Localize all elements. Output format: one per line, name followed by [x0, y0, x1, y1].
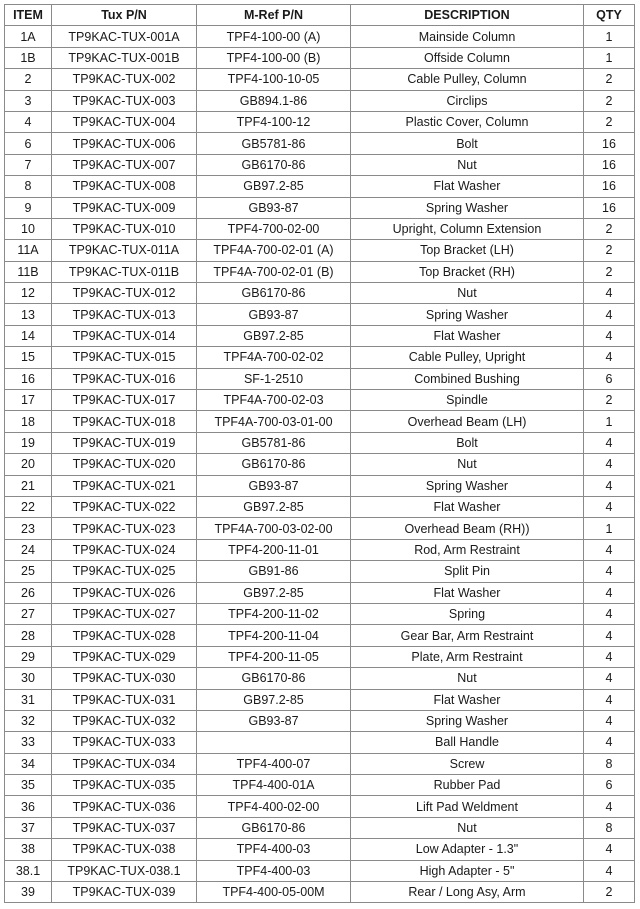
cell-qty: 16: [584, 133, 635, 154]
cell-mref-pn: TPF4A-700-02-02: [197, 347, 351, 368]
cell-mref-pn: GB97.2-85: [197, 496, 351, 517]
cell-tux-pn: TP9KAC-TUX-020: [52, 454, 197, 475]
parts-list-table: [4, 4, 635, 903]
cell-mref-pn: GB6170-86: [197, 817, 351, 838]
cell-tux-pn: TP9KAC-TUX-038: [52, 839, 197, 860]
cell-qty: 4: [584, 796, 635, 817]
cell-item: 23: [5, 518, 52, 539]
cell-qty: 4: [584, 561, 635, 582]
cell-description: Nut: [351, 817, 584, 838]
cell-tux-pn: TP9KAC-TUX-019: [52, 432, 197, 453]
cell-item: 13: [5, 304, 52, 325]
cell-item: 38.1: [5, 860, 52, 881]
cell-description: Rear / Long Asy, Arm: [351, 882, 584, 903]
cell-qty: 4: [584, 603, 635, 624]
cell-description: Spring Washer: [351, 710, 584, 731]
cell-qty: 4: [584, 625, 635, 646]
cell-tux-pn: TP9KAC-TUX-027: [52, 603, 197, 624]
table-row: [5, 69, 635, 90]
cell-mref-pn: GB93-87: [197, 475, 351, 496]
cell-description: Nut: [351, 668, 584, 689]
cell-qty: 4: [584, 454, 635, 475]
cell-item: 36: [5, 796, 52, 817]
cell-description: Overhead Beam (RH)): [351, 518, 584, 539]
cell-item: 26: [5, 582, 52, 603]
table-row: [5, 111, 635, 132]
table-row: [5, 753, 635, 774]
cell-description: Offside Column: [351, 47, 584, 68]
cell-qty: 1: [584, 47, 635, 68]
cell-qty: 2: [584, 882, 635, 903]
cell-item: 30: [5, 668, 52, 689]
cell-mref-pn: GB6170-86: [197, 454, 351, 475]
cell-item: 8: [5, 176, 52, 197]
cell-mref-pn: GB6170-86: [197, 283, 351, 304]
table-row: [5, 582, 635, 603]
cell-description: Rod, Arm Restraint: [351, 539, 584, 560]
cell-tux-pn: TP9KAC-TUX-023: [52, 518, 197, 539]
cell-tux-pn: TP9KAC-TUX-007: [52, 154, 197, 175]
cell-item: 31: [5, 689, 52, 710]
cell-description: Spindle: [351, 390, 584, 411]
cell-mref-pn: TPF4A-700-02-01 (A): [197, 240, 351, 261]
table-row: [5, 775, 635, 796]
table-row: [5, 860, 635, 881]
cell-qty: 4: [584, 732, 635, 753]
cell-item: 11B: [5, 261, 52, 282]
table-row: [5, 561, 635, 582]
cell-mref-pn: TPF4-400-03: [197, 860, 351, 881]
cell-description: Spring Washer: [351, 197, 584, 218]
cell-description: Flat Washer: [351, 582, 584, 603]
cell-mref-pn: TPF4-100-12: [197, 111, 351, 132]
cell-description: High Adapter - 5": [351, 860, 584, 881]
cell-item: 2: [5, 69, 52, 90]
cell-mref-pn: GB97.2-85: [197, 582, 351, 603]
cell-qty: 1: [584, 411, 635, 432]
cell-description: Bolt: [351, 432, 584, 453]
header-item: ITEM: [5, 5, 52, 26]
cell-qty: 2: [584, 390, 635, 411]
table-row: [5, 454, 635, 475]
cell-tux-pn: TP9KAC-TUX-009: [52, 197, 197, 218]
cell-mref-pn: [197, 732, 351, 753]
cell-qty: 2: [584, 240, 635, 261]
table-row: [5, 197, 635, 218]
cell-tux-pn: TP9KAC-TUX-035: [52, 775, 197, 796]
cell-description: Top Bracket (LH): [351, 240, 584, 261]
cell-mref-pn: TPF4-400-01A: [197, 775, 351, 796]
cell-description: Bolt: [351, 133, 584, 154]
cell-description: Ball Handle: [351, 732, 584, 753]
cell-description: Low Adapter - 1.3": [351, 839, 584, 860]
cell-qty: 4: [584, 668, 635, 689]
cell-item: 14: [5, 325, 52, 346]
cell-item: 15: [5, 347, 52, 368]
cell-tux-pn: TP9KAC-TUX-014: [52, 325, 197, 346]
cell-qty: 4: [584, 539, 635, 560]
cell-description: Lift Pad Weldment: [351, 796, 584, 817]
cell-tux-pn: TP9KAC-TUX-030: [52, 668, 197, 689]
cell-description: Spring: [351, 603, 584, 624]
cell-description: Top Bracket (RH): [351, 261, 584, 282]
cell-mref-pn: GB5781-86: [197, 432, 351, 453]
cell-description: Nut: [351, 283, 584, 304]
cell-qty: 1: [584, 518, 635, 539]
cell-mref-pn: GB6170-86: [197, 668, 351, 689]
cell-tux-pn: TP9KAC-TUX-012: [52, 283, 197, 304]
cell-item: 9: [5, 197, 52, 218]
cell-mref-pn: GB97.2-85: [197, 325, 351, 346]
cell-mref-pn: GB93-87: [197, 710, 351, 731]
cell-qty: 4: [584, 839, 635, 860]
cell-tux-pn: TP9KAC-TUX-021: [52, 475, 197, 496]
cell-mref-pn: TPF4A-700-02-01 (B): [197, 261, 351, 282]
cell-tux-pn: TP9KAC-TUX-006: [52, 133, 197, 154]
cell-qty: 6: [584, 368, 635, 389]
cell-mref-pn: TPF4-700-02-00: [197, 218, 351, 239]
cell-tux-pn: TP9KAC-TUX-032: [52, 710, 197, 731]
cell-tux-pn: TP9KAC-TUX-003: [52, 90, 197, 111]
cell-description: Flat Washer: [351, 176, 584, 197]
cell-description: Plastic Cover, Column: [351, 111, 584, 132]
cell-item: 18: [5, 411, 52, 432]
cell-qty: 4: [584, 283, 635, 304]
cell-tux-pn: TP9KAC-TUX-028: [52, 625, 197, 646]
cell-tux-pn: TP9KAC-TUX-037: [52, 817, 197, 838]
cell-item: 29: [5, 646, 52, 667]
cell-tux-pn: TP9KAC-TUX-024: [52, 539, 197, 560]
table-row: [5, 325, 635, 346]
table-row: [5, 368, 635, 389]
cell-tux-pn: TP9KAC-TUX-001B: [52, 47, 197, 68]
table-body: [5, 26, 635, 903]
table-row: [5, 817, 635, 838]
cell-qty: 16: [584, 154, 635, 175]
cell-qty: 1: [584, 26, 635, 47]
cell-tux-pn: TP9KAC-TUX-013: [52, 304, 197, 325]
cell-description: Cable Pulley, Upright: [351, 347, 584, 368]
cell-mref-pn: TPF4-400-02-00: [197, 796, 351, 817]
cell-mref-pn: TPF4A-700-03-01-00: [197, 411, 351, 432]
parts-list-container: [4, 4, 635, 903]
cell-tux-pn: TP9KAC-TUX-017: [52, 390, 197, 411]
table-row: [5, 689, 635, 710]
cell-qty: 4: [584, 475, 635, 496]
table-row: [5, 732, 635, 753]
cell-mref-pn: TPF4-200-11-05: [197, 646, 351, 667]
cell-qty: 4: [584, 496, 635, 517]
cell-item: 11A: [5, 240, 52, 261]
cell-tux-pn: TP9KAC-TUX-018: [52, 411, 197, 432]
cell-description: Combined Bushing: [351, 368, 584, 389]
cell-mref-pn: TPF4-200-11-04: [197, 625, 351, 646]
cell-item: 21: [5, 475, 52, 496]
cell-tux-pn: TP9KAC-TUX-031: [52, 689, 197, 710]
cell-mref-pn: GB894.1-86: [197, 90, 351, 111]
cell-description: Cable Pulley, Column: [351, 69, 584, 90]
cell-tux-pn: TP9KAC-TUX-001A: [52, 26, 197, 47]
cell-item: 6: [5, 133, 52, 154]
cell-qty: 4: [584, 582, 635, 603]
table-row: [5, 839, 635, 860]
cell-item: 22: [5, 496, 52, 517]
cell-item: 17: [5, 390, 52, 411]
table-row: [5, 90, 635, 111]
cell-mref-pn: TPF4A-700-02-03: [197, 390, 351, 411]
cell-qty: 4: [584, 347, 635, 368]
table-row: [5, 261, 635, 282]
table-row: [5, 26, 635, 47]
cell-qty: 2: [584, 69, 635, 90]
cell-qty: 4: [584, 646, 635, 667]
cell-qty: 2: [584, 261, 635, 282]
table-row: [5, 518, 635, 539]
cell-mref-pn: TPF4-400-05-00M: [197, 882, 351, 903]
cell-item: 4: [5, 111, 52, 132]
cell-mref-pn: SF-1-2510: [197, 368, 351, 389]
cell-mref-pn: TPF4-200-11-02: [197, 603, 351, 624]
cell-tux-pn: TP9KAC-TUX-025: [52, 561, 197, 582]
cell-mref-pn: GB93-87: [197, 197, 351, 218]
cell-item: 33: [5, 732, 52, 753]
cell-item: 7: [5, 154, 52, 175]
cell-description: Flat Washer: [351, 689, 584, 710]
header-mref-pn: M-Ref P/N: [197, 5, 351, 26]
table-row: [5, 47, 635, 68]
cell-qty: 8: [584, 753, 635, 774]
table-row: [5, 796, 635, 817]
cell-description: Plate, Arm Restraint: [351, 646, 584, 667]
cell-description: Split Pin: [351, 561, 584, 582]
cell-mref-pn: TPF4A-700-03-02-00: [197, 518, 351, 539]
cell-item: 25: [5, 561, 52, 582]
cell-qty: 8: [584, 817, 635, 838]
table-row: [5, 240, 635, 261]
cell-tux-pn: TP9KAC-TUX-002: [52, 69, 197, 90]
table-row: [5, 603, 635, 624]
cell-item: 37: [5, 817, 52, 838]
cell-mref-pn: TPF4-100-10-05: [197, 69, 351, 90]
cell-description: Nut: [351, 454, 584, 475]
cell-mref-pn: GB97.2-85: [197, 176, 351, 197]
table-row: [5, 496, 635, 517]
cell-description: Overhead Beam (LH): [351, 411, 584, 432]
table-row: [5, 411, 635, 432]
cell-tux-pn: TP9KAC-TUX-011B: [52, 261, 197, 282]
cell-item: 35: [5, 775, 52, 796]
table-header-row: [5, 5, 635, 26]
cell-qty: 4: [584, 860, 635, 881]
table-row: [5, 304, 635, 325]
cell-tux-pn: TP9KAC-TUX-034: [52, 753, 197, 774]
cell-qty: 2: [584, 218, 635, 239]
cell-qty: 6: [584, 775, 635, 796]
cell-tux-pn: TP9KAC-TUX-022: [52, 496, 197, 517]
cell-tux-pn: TP9KAC-TUX-008: [52, 176, 197, 197]
cell-item: 38: [5, 839, 52, 860]
cell-qty: 2: [584, 90, 635, 111]
cell-qty: 2: [584, 111, 635, 132]
cell-description: Mainside Column: [351, 26, 584, 47]
header-description: DESCRIPTION: [351, 5, 584, 26]
cell-item: 20: [5, 454, 52, 475]
cell-item: 1A: [5, 26, 52, 47]
cell-item: 12: [5, 283, 52, 304]
table-row: [5, 432, 635, 453]
cell-item: 27: [5, 603, 52, 624]
table-row: [5, 475, 635, 496]
table-row: [5, 625, 635, 646]
cell-tux-pn: TP9KAC-TUX-026: [52, 582, 197, 603]
cell-description: Upright, Column Extension: [351, 218, 584, 239]
cell-item: 39: [5, 882, 52, 903]
cell-tux-pn: TP9KAC-TUX-029: [52, 646, 197, 667]
cell-tux-pn: TP9KAC-TUX-010: [52, 218, 197, 239]
table-row: [5, 176, 635, 197]
header-qty: QTY: [584, 5, 635, 26]
cell-tux-pn: TP9KAC-TUX-033: [52, 732, 197, 753]
table-row: [5, 347, 635, 368]
cell-description: Flat Washer: [351, 496, 584, 517]
table-row: [5, 218, 635, 239]
cell-mref-pn: TPF4-400-07: [197, 753, 351, 774]
table-row: [5, 133, 635, 154]
cell-item: 3: [5, 90, 52, 111]
table-row: [5, 646, 635, 667]
cell-item: 10: [5, 218, 52, 239]
cell-mref-pn: GB91-86: [197, 561, 351, 582]
cell-description: Flat Washer: [351, 325, 584, 346]
table-row: [5, 882, 635, 903]
table-row: [5, 710, 635, 731]
cell-description: Spring Washer: [351, 304, 584, 325]
cell-qty: 4: [584, 689, 635, 710]
cell-description: Nut: [351, 154, 584, 175]
header-tux-pn: Tux P/N: [52, 5, 197, 26]
table-row: [5, 283, 635, 304]
cell-mref-pn: GB97.2-85: [197, 689, 351, 710]
cell-mref-pn: GB5781-86: [197, 133, 351, 154]
cell-qty: 4: [584, 304, 635, 325]
cell-item: 24: [5, 539, 52, 560]
cell-mref-pn: GB93-87: [197, 304, 351, 325]
cell-description: Spring Washer: [351, 475, 584, 496]
cell-tux-pn: TP9KAC-TUX-016: [52, 368, 197, 389]
cell-item: 28: [5, 625, 52, 646]
cell-description: Gear Bar, Arm Restraint: [351, 625, 584, 646]
cell-description: Screw: [351, 753, 584, 774]
cell-item: 34: [5, 753, 52, 774]
cell-item: 32: [5, 710, 52, 731]
table-row: [5, 390, 635, 411]
cell-mref-pn: TPF4-100-00 (B): [197, 47, 351, 68]
cell-mref-pn: TPF4-200-11-01: [197, 539, 351, 560]
table-row: [5, 154, 635, 175]
cell-item: 16: [5, 368, 52, 389]
table-row: [5, 539, 635, 560]
cell-qty: 16: [584, 176, 635, 197]
cell-qty: 4: [584, 325, 635, 346]
cell-qty: 4: [584, 432, 635, 453]
cell-tux-pn: TP9KAC-TUX-038.1: [52, 860, 197, 881]
cell-mref-pn: TPF4-400-03: [197, 839, 351, 860]
cell-tux-pn: TP9KAC-TUX-004: [52, 111, 197, 132]
cell-description: Circlips: [351, 90, 584, 111]
cell-qty: 4: [584, 710, 635, 731]
cell-description: Rubber Pad: [351, 775, 584, 796]
cell-tux-pn: TP9KAC-TUX-039: [52, 882, 197, 903]
cell-mref-pn: TPF4-100-00 (A): [197, 26, 351, 47]
cell-tux-pn: TP9KAC-TUX-011A: [52, 240, 197, 261]
cell-item: 19: [5, 432, 52, 453]
cell-item: 1B: [5, 47, 52, 68]
cell-mref-pn: GB6170-86: [197, 154, 351, 175]
cell-tux-pn: TP9KAC-TUX-015: [52, 347, 197, 368]
table-row: [5, 668, 635, 689]
cell-qty: 16: [584, 197, 635, 218]
cell-tux-pn: TP9KAC-TUX-036: [52, 796, 197, 817]
